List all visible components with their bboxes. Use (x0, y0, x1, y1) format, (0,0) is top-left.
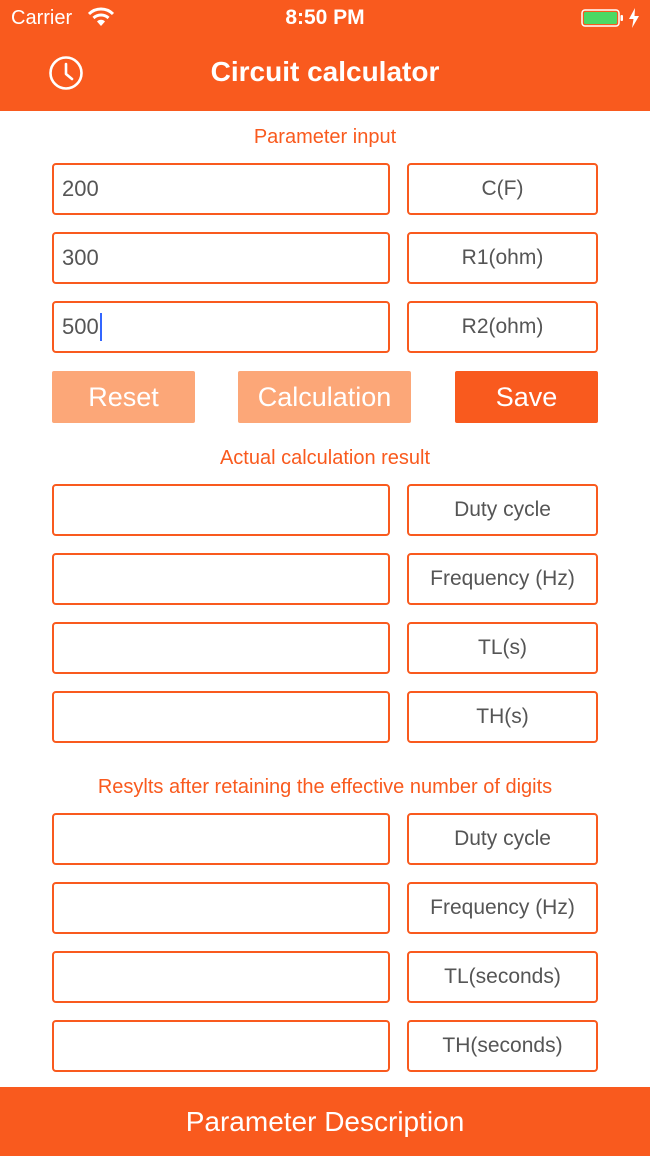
calculation-button[interactable]: Calculation (238, 371, 411, 423)
r2-unit-label: R2(ohm) (407, 301, 598, 353)
actual-result-title: Actual calculation result (219, 447, 431, 469)
r1-value: 300 (62, 245, 99, 270)
charging-bolt-icon (628, 8, 640, 28)
tl-label: TL(s) (407, 622, 598, 674)
capacitance-value: 200 (62, 176, 99, 201)
th-effective-field[interactable] (52, 1020, 390, 1072)
reset-button[interactable]: Reset (52, 371, 195, 423)
r1-unit-label: R1(ohm) (407, 232, 598, 284)
navigation-bar (0, 0, 650, 111)
status-time: 8:50 PM (285, 6, 365, 29)
th-result-field[interactable] (52, 691, 390, 743)
r2-value: 500 (62, 314, 99, 339)
frequency-effective-label: Frequency (Hz) (407, 882, 598, 934)
frequency-result-field[interactable] (52, 553, 390, 605)
frequency-effective-field[interactable] (52, 882, 390, 934)
battery-icon (581, 9, 624, 27)
parameter-description-button[interactable]: Parameter Description (0, 1087, 650, 1156)
r1-input[interactable] (52, 232, 390, 284)
duty-cycle-label: Duty cycle (407, 484, 598, 536)
effective-result-title: Resylts after retaining the effective number of digits (97, 776, 553, 798)
duty-cycle-result-field[interactable] (52, 484, 390, 536)
th-label: TH(s) (407, 691, 598, 743)
text-cursor (100, 313, 102, 341)
parameter-input-title: Parameter input (253, 126, 397, 148)
duty-cycle-effective-label: Duty cycle (407, 813, 598, 865)
duty-cycle-effective-field[interactable] (52, 813, 390, 865)
save-button[interactable]: Save (455, 371, 598, 423)
capacitance-unit-label: C(F) (407, 163, 598, 215)
frequency-label: Frequency (Hz) (407, 553, 598, 605)
carrier-label: Carrier (11, 7, 73, 29)
capacitance-input[interactable] (52, 163, 390, 215)
page-title: Circuit calculator (210, 56, 440, 87)
status-bar (0, 0, 650, 36)
th-seconds-label: TH(seconds) (407, 1020, 598, 1072)
tl-effective-field[interactable] (52, 951, 390, 1003)
tl-result-field[interactable] (52, 622, 390, 674)
r2-input[interactable] (52, 301, 390, 353)
tl-seconds-label: TL(seconds) (407, 951, 598, 1003)
